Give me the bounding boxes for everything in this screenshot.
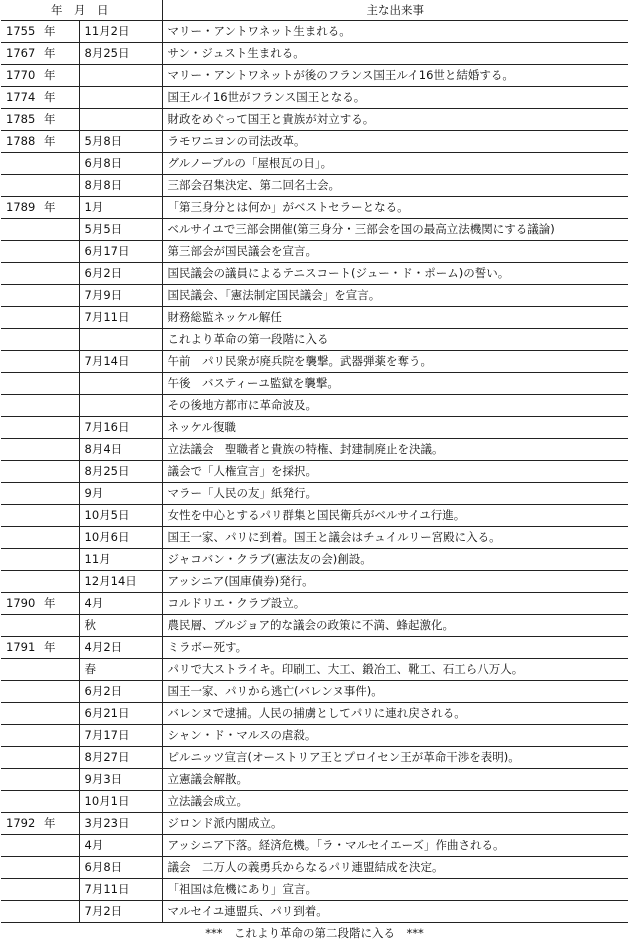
event-cell: 三部会召集決定、第二回名士会。 <box>162 175 628 197</box>
table-row <box>1 373 628 395</box>
event-cell: 国王ルイ16世がフランス国王となる。 <box>162 87 628 109</box>
event-cell: 議会で「人権宣言」を採択。 <box>162 461 628 483</box>
year-unit: 年 <box>44 640 56 655</box>
table-row <box>1 131 628 153</box>
event-cell: 議会 二万人の義勇兵からなるパリ連盟結成を決定。 <box>162 857 628 879</box>
year-value: 1774 <box>6 90 36 105</box>
date-cell: 7月2日 <box>79 901 162 923</box>
year-cell <box>1 857 79 879</box>
table-row <box>1 857 628 879</box>
table-row <box>1 263 628 285</box>
event-cell: 立憲議会解散。 <box>162 769 628 791</box>
date-cell: 10月5日 <box>79 505 162 527</box>
date-cell: 6月2日 <box>79 263 162 285</box>
year-unit: 年 <box>44 134 56 149</box>
year-cell <box>1 439 79 461</box>
table-row <box>1 901 628 923</box>
table-row <box>1 417 628 439</box>
header-events: 主な出来事 <box>162 0 628 21</box>
date-cell <box>79 65 162 87</box>
year-cell <box>1 747 79 769</box>
table-row <box>1 329 628 351</box>
year-cell <box>1 417 79 439</box>
date-cell: 秋 <box>79 615 162 637</box>
table-row <box>1 769 628 791</box>
date-cell: 4月2日 <box>79 637 162 659</box>
table-row <box>1 879 628 901</box>
year-value: 1755 <box>6 24 36 39</box>
event-cell: ジャコバン・クラブ(憲法友の会)創設。 <box>162 549 628 571</box>
year-cell <box>1 769 79 791</box>
year-cell <box>1 527 79 549</box>
date-cell: 8月25日 <box>79 43 162 65</box>
year-cell <box>1 813 79 835</box>
year-cell <box>1 351 79 373</box>
year-cell <box>1 43 79 65</box>
event-cell: 財政をめぐって国王と貴族が対立する。 <box>162 109 628 131</box>
year-cell <box>1 197 79 219</box>
year-cell <box>1 835 79 857</box>
event-cell: これより革命の第一段階に入る <box>162 329 628 351</box>
date-cell <box>79 395 162 417</box>
event-cell: ベルサイユで三部会開催(第三身分・三部会を国の最高立法機関にする議論) <box>162 219 628 241</box>
date-cell: 8月8日 <box>79 175 162 197</box>
event-cell: 「祖国は危機にあり」宣言。 <box>162 879 628 901</box>
year-cell <box>1 329 79 351</box>
date-cell: 1月 <box>79 197 162 219</box>
year-cell <box>1 703 79 725</box>
year-value: 1791 <box>6 640 36 655</box>
table-row <box>1 659 628 681</box>
table-row <box>1 615 628 637</box>
event-cell: ピルニッツ宣言(オーストリア王とプロイセン王が革命干渉を表明)。 <box>162 747 628 769</box>
event-cell: コルドリエ・クラブ設立。 <box>162 593 628 615</box>
event-cell: ジロンド派内閣成立。 <box>162 813 628 835</box>
year-cell <box>1 307 79 329</box>
header-row <box>1 0 628 21</box>
year-unit: 年 <box>44 90 56 105</box>
year-cell <box>1 21 79 43</box>
year-cell <box>1 505 79 527</box>
event-cell: マリー・アントワネットが後のフランス国王ルイ16世と結婚する。 <box>162 65 628 87</box>
event-cell: 午前 パリ民衆が廃兵院を襲撃。武器弾薬を奪う。 <box>162 351 628 373</box>
event-cell: 女性を中心とするパリ群集と国民衛兵がベルサイユ行進。 <box>162 505 628 527</box>
event-cell: マリー・アントワネット生まれる。 <box>162 21 628 43</box>
table-row <box>1 241 628 263</box>
date-cell: 6月2日 <box>79 681 162 703</box>
year-value: 1767 <box>6 46 36 61</box>
year-cell <box>1 131 79 153</box>
table-row <box>1 175 628 197</box>
date-cell: 7月17日 <box>79 725 162 747</box>
date-cell: 春 <box>79 659 162 681</box>
event-cell: 午後 バスティーユ監獄を襲撃。 <box>162 373 628 395</box>
year-cell <box>1 571 79 593</box>
date-cell: 12月14日 <box>79 571 162 593</box>
date-cell: 6月17日 <box>79 241 162 263</box>
event-cell: マルセイユ連盟兵、パリ到着。 <box>162 901 628 923</box>
year-unit: 年 <box>44 68 56 83</box>
event-cell: その後地方都市に革命波及。 <box>162 395 628 417</box>
table-row <box>1 439 628 461</box>
closing-note: *** これより革命の第二段階に入る *** <box>1 923 628 945</box>
year-cell <box>1 461 79 483</box>
year-cell <box>1 593 79 615</box>
event-cell: マラー「人民の友」紙発行。 <box>162 483 628 505</box>
closing-row <box>1 923 628 945</box>
date-cell <box>79 87 162 109</box>
event-cell: ラモワニヨンの司法改革。 <box>162 131 628 153</box>
table-row <box>1 87 628 109</box>
year-unit: 年 <box>44 200 56 215</box>
table-row <box>1 351 628 373</box>
table-row <box>1 747 628 769</box>
year-cell <box>1 681 79 703</box>
date-cell: 11月 <box>79 549 162 571</box>
table-row <box>1 197 628 219</box>
header-year-month-day: 年 月 日 <box>1 0 162 21</box>
event-cell: 第三部会が国民議会を宣言。 <box>162 241 628 263</box>
date-cell: 3月23日 <box>79 813 162 835</box>
year-unit: 年 <box>44 46 56 61</box>
event-cell: ミラボー死す。 <box>162 637 628 659</box>
event-cell: グルノーブルの「屋根瓦の日」。 <box>162 153 628 175</box>
table-row <box>1 461 628 483</box>
event-cell: 国民議会の議員によるテニスコート(ジュー・ド・ポーム)の誓い。 <box>162 263 628 285</box>
event-cell: 国民議会、「憲法制定国民議会」を宣言。 <box>162 285 628 307</box>
table-row <box>1 21 628 43</box>
date-cell: 8月27日 <box>79 747 162 769</box>
year-unit: 年 <box>44 112 56 127</box>
year-value: 1785 <box>6 112 36 127</box>
date-cell: 7月9日 <box>79 285 162 307</box>
year-cell <box>1 725 79 747</box>
event-cell: バレンヌで逮捕。人民の捕虜としてパリに連れ戻される。 <box>162 703 628 725</box>
event-cell: アッシニア下落。経済危機。「ラ・マルセイエーズ」作曲される。 <box>162 835 628 857</box>
event-cell: 国王一家、パリから逃亡(バレンヌ事件)。 <box>162 681 628 703</box>
table-row <box>1 835 628 857</box>
year-cell <box>1 285 79 307</box>
year-cell <box>1 901 79 923</box>
table-row <box>1 571 628 593</box>
year-value: 1789 <box>6 200 36 215</box>
year-cell <box>1 615 79 637</box>
date-cell: 9月 <box>79 483 162 505</box>
table-row <box>1 637 628 659</box>
date-cell: 11月2日 <box>79 21 162 43</box>
table-row <box>1 703 628 725</box>
year-cell <box>1 87 79 109</box>
table-row <box>1 791 628 813</box>
date-cell: 6月8日 <box>79 153 162 175</box>
event-cell: 財務総監ネッケル解任 <box>162 307 628 329</box>
date-cell: 4月 <box>79 593 162 615</box>
year-cell <box>1 65 79 87</box>
table-row <box>1 813 628 835</box>
event-cell: 農民層、ブルジョア的な議会の政策に不満、蜂起激化。 <box>162 615 628 637</box>
year-cell <box>1 175 79 197</box>
year-value: 1770 <box>6 68 36 83</box>
table-row <box>1 505 628 527</box>
date-cell: 5月5日 <box>79 219 162 241</box>
date-cell: 6月8日 <box>79 857 162 879</box>
event-cell: ネッケル復職 <box>162 417 628 439</box>
date-cell: 5月8日 <box>79 131 162 153</box>
year-unit: 年 <box>44 816 56 831</box>
date-cell: 10月1日 <box>79 791 162 813</box>
chronology-table <box>1 0 628 944</box>
event-rows <box>1 21 628 923</box>
year-cell <box>1 395 79 417</box>
table-row <box>1 43 628 65</box>
event-cell: パリで大ストライキ。印刷工、大工、鍛冶工、靴工、石工ら八万人。 <box>162 659 628 681</box>
table-row <box>1 65 628 87</box>
year-cell <box>1 241 79 263</box>
event-cell: 立法議会 聖職者と貴族の特権、封建制廃止を決議。 <box>162 439 628 461</box>
year-cell <box>1 263 79 285</box>
year-cell <box>1 483 79 505</box>
year-cell <box>1 373 79 395</box>
year-cell <box>1 549 79 571</box>
event-cell: 国王一家、パリに到着。国王と議会はチュイルリー宮殿に入る。 <box>162 527 628 549</box>
year-cell <box>1 153 79 175</box>
year-value: 1792 <box>6 816 36 831</box>
table-row <box>1 307 628 329</box>
date-cell <box>79 109 162 131</box>
event-cell: シャン・ド・マルスの虐殺。 <box>162 725 628 747</box>
table-row <box>1 483 628 505</box>
year-value: 1790 <box>6 596 36 611</box>
table-row <box>1 109 628 131</box>
table-row <box>1 153 628 175</box>
year-cell <box>1 791 79 813</box>
date-cell: 7月16日 <box>79 417 162 439</box>
date-cell: 7月11日 <box>79 879 162 901</box>
event-cell: 立法議会成立。 <box>162 791 628 813</box>
event-cell: アッシニア(国庫債券)発行。 <box>162 571 628 593</box>
table-row <box>1 395 628 417</box>
year-cell <box>1 637 79 659</box>
date-cell: 8月4日 <box>79 439 162 461</box>
date-cell: 8月25日 <box>79 461 162 483</box>
date-cell: 7月14日 <box>79 351 162 373</box>
table-row <box>1 593 628 615</box>
date-cell: 10月6日 <box>79 527 162 549</box>
year-cell <box>1 109 79 131</box>
year-cell <box>1 219 79 241</box>
date-cell <box>79 373 162 395</box>
year-unit: 年 <box>44 596 56 611</box>
date-cell <box>79 329 162 351</box>
year-unit: 年 <box>44 24 56 39</box>
date-cell: 4月 <box>79 835 162 857</box>
table-row <box>1 549 628 571</box>
year-cell <box>1 659 79 681</box>
event-cell: サン・ジュスト生まれる。 <box>162 43 628 65</box>
year-value: 1788 <box>6 134 36 149</box>
year-cell <box>1 879 79 901</box>
date-cell: 6月21日 <box>79 703 162 725</box>
table-row <box>1 285 628 307</box>
table-row <box>1 219 628 241</box>
event-cell: 「第三身分とは何か」がベストセラーとなる。 <box>162 197 628 219</box>
table-row <box>1 725 628 747</box>
date-cell: 9月3日 <box>79 769 162 791</box>
table-row <box>1 527 628 549</box>
date-cell: 7月11日 <box>79 307 162 329</box>
table-row <box>1 681 628 703</box>
